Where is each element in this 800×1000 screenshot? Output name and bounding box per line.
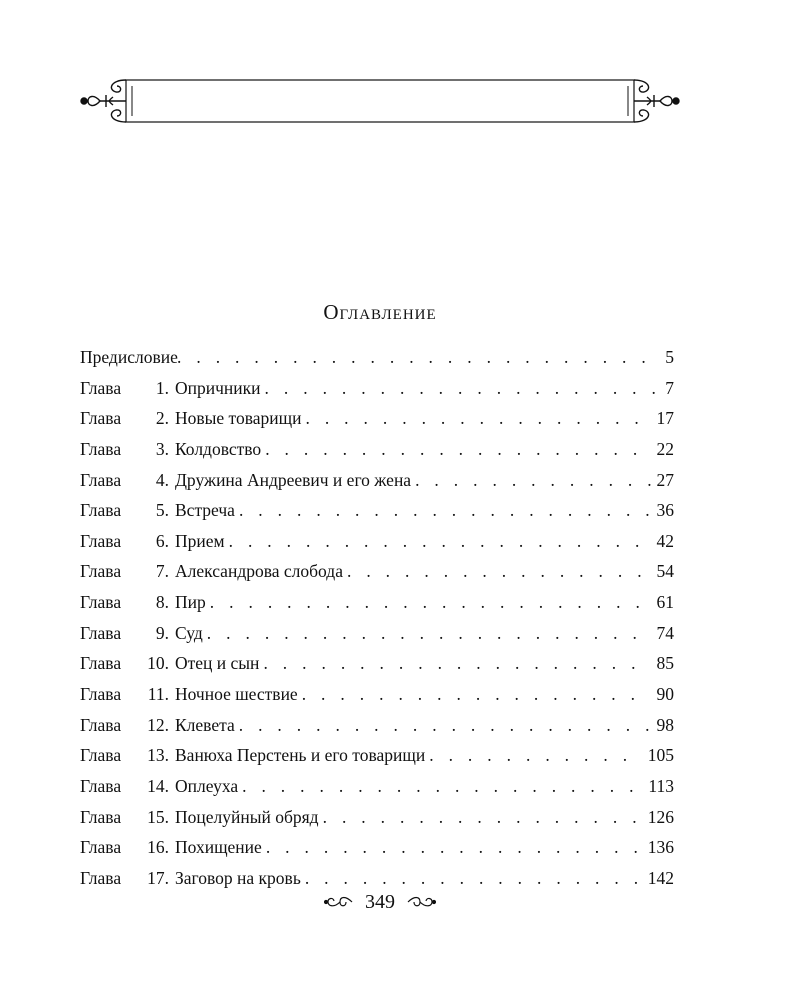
toc-entry-number: 9. [155,622,169,643]
toc-entry-page: 17 [656,408,674,429]
toc-leader-dots [347,556,651,587]
toc-entry-page: 126 [647,806,674,827]
page-number: 349 [365,890,395,913]
header-ornament-frame [80,76,680,126]
toc-entry-chapter: Глава [80,837,122,858]
toc-leader-dots [207,618,651,649]
toc-entry [80,802,674,833]
flourish-left-icon [324,894,354,910]
toc-entry-chapter: Глава [80,867,122,888]
toc-entry-page: 142 [647,867,674,888]
toc-entry-chapter: Глава [80,469,122,490]
toc-leader-dots [429,740,642,771]
toc-entry-number: 8. [155,592,169,613]
toc-entry-name: Суд [175,622,203,643]
toc-entry-name: Дружина Андреевич и его жена [175,469,412,490]
toc-entry-number: 2. [155,408,169,429]
ornament-left-icon [81,80,126,122]
toc-leader-dots [263,648,650,679]
toc-leader-dots [265,434,650,465]
toc-entry-label [80,495,235,526]
toc-entry [80,740,674,771]
toc-entry-name: Ванюха Перстень и его товарищи [175,745,426,766]
toc-entry-number: 11. [147,684,169,705]
toc-entry-page: 42 [656,530,674,551]
toc-leader-dots [242,771,642,802]
toc-entry-name: Клевета [175,714,235,735]
toc-entry [80,342,674,373]
toc-leader-dots [239,495,651,526]
toc-title: Оглавление [323,300,437,324]
toc-entry-label [80,434,261,465]
toc-entry-number: 14. [147,775,169,796]
toc-entry-name: Ночное шествие [175,684,298,705]
toc-entry-chapter: Предисловие [80,347,178,367]
toc-entry-label [80,710,235,741]
toc-leader-dots [305,403,650,434]
toc-entry-chapter: Глава [80,775,122,796]
toc-entry [80,434,674,465]
toc-entry-label [80,403,301,434]
toc-entry-page: 105 [647,745,674,766]
toc-entry-page: 22 [656,438,674,459]
toc-entry-chapter: Глава [80,408,122,429]
toc-entry-number: 17. [147,867,169,888]
toc-entry-chapter: Глава [80,806,122,827]
toc-entry [80,648,674,679]
toc-entry-label [80,618,203,649]
toc-entry-page: 74 [656,622,674,643]
toc-entry [80,526,674,557]
toc-entry-chapter: Глава [80,714,122,735]
toc-leader-dots [302,679,651,710]
toc-entry-chapter: Глава [80,622,122,643]
toc-entry [80,710,674,741]
toc-entry-number: 3. [155,438,169,459]
toc-entry-label [80,740,425,771]
toc-entry-label [80,556,343,587]
toc-entry-name: Опричники [175,377,261,398]
toc-entry-number: 12. [147,714,169,735]
toc-entry-page: 5 [665,347,674,367]
toc-entry-chapter: Глава [80,438,122,459]
toc-entry-page: 36 [656,500,674,521]
toc-entry [80,863,674,894]
toc-entry-name: Александрова слобода [175,561,343,582]
page-folio [0,890,760,914]
toc-entry [80,832,674,863]
toc-entry-chapter: Глава [80,530,122,551]
toc-entry-label [80,587,206,618]
toc-entry-label [80,526,225,557]
toc-entry-label [80,679,298,710]
toc-entry [80,495,674,526]
toc-entry-number: 4. [155,469,169,490]
toc-entry-name: Оплеуха [175,775,239,796]
toc-entry-label [80,342,178,373]
toc-leader-dots [266,832,642,863]
toc-leader-dots [239,710,651,741]
toc-entry-label [80,771,238,802]
toc-entry-label [80,465,411,496]
toc-entry-page: 136 [647,837,674,858]
toc-entry-page: 61 [656,592,674,613]
toc-entry [80,587,674,618]
toc-entry-chapter: Глава [80,684,122,705]
toc-entry-chapter: Глава [80,500,122,521]
toc-entry-name: Колдовство [175,438,262,459]
toc-entry-name: Заговор на кровь [175,867,301,888]
ornament-right-icon [634,80,679,122]
toc-leader-dots [229,526,651,557]
toc-entry-number: 15. [147,806,169,827]
toc-entry [80,373,674,404]
toc-leader-dots [323,802,642,833]
toc-entry-number: 6. [155,530,169,551]
toc-entry-chapter: Глава [80,592,122,613]
toc-entry-name: Прием [175,530,225,551]
toc-entry [80,403,674,434]
toc-entry [80,618,674,649]
toc-entry-page: 90 [656,684,674,705]
toc-list [80,342,674,894]
toc-entry-name: Отец и сын [175,653,260,674]
toc-entry-number: 10. [147,653,169,674]
toc-entry-number: 5. [155,500,169,521]
toc-entry [80,465,674,496]
toc-entry-chapter: Глава [80,653,122,674]
toc-entry-name: Пир [175,592,206,613]
toc-entry-page: 113 [648,775,674,796]
toc-entry-number: 13. [147,745,169,766]
toc-leader-dots [210,587,651,618]
toc-entry [80,556,674,587]
toc-leader-dots [305,863,642,894]
toc-entry [80,771,674,802]
toc-entry-label [80,832,262,863]
toc-entry-name: Похищение [175,837,262,858]
toc-entry-chapter: Глава [80,561,122,582]
toc-entry-name: Поцелуйный обряд [175,806,319,827]
toc-entry-number: 16. [147,837,169,858]
toc-entry-label [80,648,259,679]
toc-entry-number: 1. [155,377,169,398]
toc-leader-dots [415,465,650,496]
toc-entry-label [80,863,301,894]
toc-entry-label [80,373,261,404]
toc-entry-number: 7. [155,561,169,582]
toc-entry-chapter: Глава [80,377,122,398]
toc-entry-page: 98 [656,714,674,735]
toc-entry-page: 7 [665,377,674,398]
toc-entry-page: 85 [656,653,674,674]
toc-entry-name: Встреча [175,500,235,521]
toc-leader-dots [265,373,656,404]
toc-entry-page: 54 [656,561,674,582]
flourish-right-icon [406,894,436,910]
toc-leader-dots [177,342,656,373]
toc-entry-page: 27 [656,469,674,490]
toc-entry [80,679,674,710]
toc-entry-chapter: Глава [80,745,122,766]
toc-entry-name: Новые товарищи [175,408,302,429]
toc-entry-label [80,802,319,833]
